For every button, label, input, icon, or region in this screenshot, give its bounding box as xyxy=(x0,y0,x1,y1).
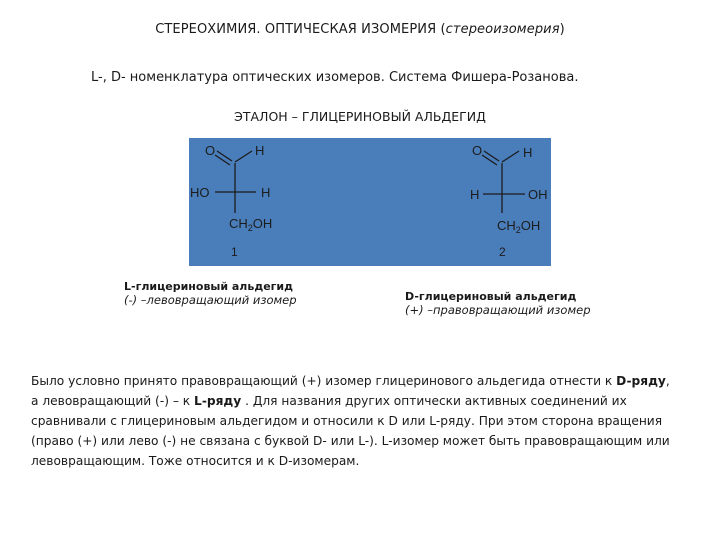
mol2-bottom: $CH_2OH$ xyxy=(497,218,541,235)
mol1-number: 1 xyxy=(231,245,238,259)
mol2-double-bond-b xyxy=(482,155,497,165)
caption-right-sub: (+) –правовращающий изомер xyxy=(405,303,591,317)
caption-right-name: D-глицериновый альдегид xyxy=(405,290,577,303)
mol2-top-h: H xyxy=(523,145,533,160)
mol2-number: 2 xyxy=(499,245,506,259)
title-main: СТЕРЕОХИМИЯ. ОПТИЧЕСКАЯ ИЗОМЕРИЯ ( xyxy=(155,22,446,37)
caption-left-name: L-глицериновый альдегид xyxy=(124,280,294,293)
mol1-bottom: $CH_2OH$ xyxy=(229,216,273,233)
etalon-heading: ЭТАЛОН – ГЛИЦЕРИНОВЫЙ АЛЬДЕГИД xyxy=(234,109,486,124)
molecule-2 xyxy=(470,143,548,259)
para-part-2: , а левовращающий (-) – к xyxy=(31,374,670,408)
explanation-paragraph xyxy=(31,371,681,471)
mol2-left: H xyxy=(470,187,480,202)
mol2-top-o: O xyxy=(472,143,483,158)
subtitle: L-, D- номенклатура оптических изомеров. Система Фишера-Розанова. xyxy=(91,70,579,85)
mol1-double-bond-b xyxy=(215,155,230,165)
para-part-3: . Для названия других оптически активных соединений их сравнивали с глицериновым альдегидом и относили к D или L-ряду. При этом сторона вращения (право (+) или лево (-) не связана с буквой D- или L-). L-изомер может быть правовращающим или левовращающим. Тоже относится и к D-изомерам. xyxy=(31,394,670,468)
mol1-top-h: H xyxy=(255,143,265,158)
molecule-1 xyxy=(190,143,272,259)
page-title xyxy=(0,22,720,37)
mol2-double-bond-a xyxy=(484,151,499,161)
mol2-right: OH xyxy=(528,187,548,202)
mol1-double-bond-a xyxy=(217,151,232,161)
title-italic: стереоизомерия xyxy=(445,22,560,37)
mol1-right: H xyxy=(261,185,271,200)
para-bold-l-series: L-ряду xyxy=(194,394,242,408)
fischer-projections-svg xyxy=(189,138,551,266)
title-end: ) xyxy=(559,22,565,37)
mol1-left: HO xyxy=(190,185,210,200)
para-part-1: Было условно принято правовращающий (+) изомер глицеринового альдегида отнести к xyxy=(31,374,617,388)
para-bold-d-series: D-ряду xyxy=(616,374,666,388)
caption-left xyxy=(124,280,297,307)
caption-right xyxy=(405,290,591,317)
caption-left-sub: (-) –левовращающий изомер xyxy=(124,293,297,307)
mol1-top-o: O xyxy=(205,143,216,158)
mol2-bond-h-top xyxy=(502,151,519,162)
fischer-projection-panel xyxy=(189,138,551,266)
mol1-bond-h-top xyxy=(235,151,252,162)
